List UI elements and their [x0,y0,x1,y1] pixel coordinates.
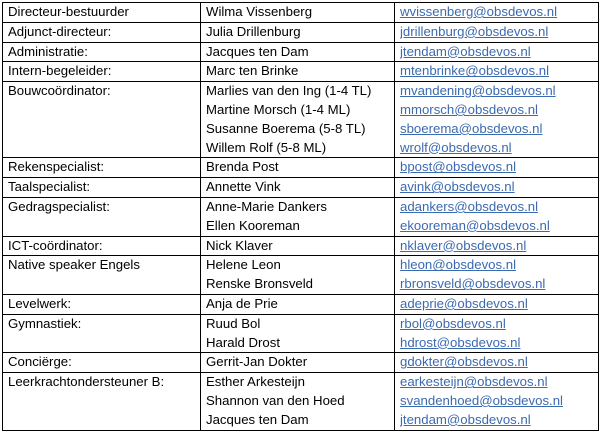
email-link[interactable]: mtenbrinke@obsdevos.nl [400,63,550,79]
email-link[interactable]: bpost@obsdevos.nl [400,159,517,175]
person-name: Anne-Marie Dankers [206,198,327,214]
name-cell [201,314,395,353]
email-line [400,217,598,236]
email-cell [395,42,599,62]
email-line [400,256,598,275]
role-label: Rekenspecialist: [8,159,105,175]
email-line [400,295,598,314]
person-name: Julia Drillenburg [206,23,301,39]
email-line [400,392,598,411]
table-row [3,82,599,158]
person-name: Helene Leon [206,257,281,273]
person-name: Martine Morsch (1-4 ML) [206,101,351,117]
email-link[interactable]: wrolf@obsdevos.nl [400,139,512,155]
email-cell [395,236,599,256]
email-cell [395,256,599,295]
person-name: Harald Drost [206,334,281,350]
email-link[interactable]: gdokter@obsdevos.nl [400,354,528,370]
email-link[interactable]: jtendam@obsdevos.nl [400,43,531,59]
person-name: Nick Klaver [206,237,273,253]
email-line [400,373,598,392]
person-name: Renske Bronsveld [206,276,314,292]
email-link[interactable]: mmorsch@obsdevos.nl [400,101,538,117]
role-label: Adjunct-directeur: [8,23,112,39]
role-cell [3,353,201,373]
name-cell [201,353,395,373]
role-label: Intern-begeleider: [8,63,112,79]
email-line [400,411,598,430]
email-line [400,62,598,81]
role-cell [3,373,201,430]
name-cell [201,42,395,62]
role-label: Directeur-bestuurder [8,4,129,19]
table-row [3,373,599,430]
email-cell [395,353,599,373]
role-label: Taalspecialist: [8,179,91,195]
email-link[interactable]: adankers@obsdevos.nl [400,198,539,214]
table-row [3,62,599,82]
email-link[interactable]: jtendam@obsdevos.nl [400,411,531,427]
email-line [400,82,598,101]
role-label: Native speaker Engels [8,257,140,273]
email-link[interactable]: hleon@obsdevos.nl [400,257,517,273]
email-link[interactable]: rbronsveld@obsdevos.nl [400,276,546,292]
name-cell [201,178,395,198]
email-line [400,198,598,217]
role-cell [3,314,201,353]
table-row [3,42,599,62]
email-cell [395,373,599,430]
person-name: Jacques ten Dam [206,43,309,59]
role-cell [3,3,201,23]
email-line [400,158,598,177]
email-line [400,43,598,62]
role-cell [3,82,201,158]
person-name: Esther Arkesteijn [206,374,305,390]
table-row [3,353,599,373]
role-cell [3,178,201,198]
email-cell [395,3,599,23]
name-cell [201,256,395,295]
role-label: Gymnastiek: [8,315,82,331]
role-label: ICT-coördinator: [8,237,103,253]
email-link[interactable]: wvissenberg@obsdevos.nl [400,4,558,19]
email-link[interactable]: earkesteijn@obsdevos.nl [400,374,548,390]
name-cell [201,197,395,236]
table-row [3,197,599,236]
name-cell [201,82,395,158]
role-cell [3,197,201,236]
role-cell [3,256,201,295]
email-link[interactable]: svandenhoed@obsdevos.nl [400,392,563,408]
person-name: Ruud Bol [206,315,261,331]
table-row [3,256,599,295]
staff-table-body [3,3,599,431]
email-line [400,120,598,139]
role-cell [3,236,201,256]
table-row [3,22,599,42]
role-label: Administratie: [8,43,88,59]
person-name: Marc ten Brinke [206,63,299,79]
role-label: Conciërge: [8,354,72,370]
email-line [400,237,598,256]
person-name: Susanne Boerema (5-8 TL) [206,120,366,136]
email-cell [395,82,599,158]
email-line [400,334,598,353]
email-cell [395,178,599,198]
name-cell [201,158,395,178]
email-line [400,178,598,197]
email-line [400,3,598,22]
email-link[interactable]: hdrost@obsdevos.nl [400,334,521,350]
name-cell [201,294,395,314]
role-label: Bouwcoördinator: [8,83,111,99]
table-row [3,294,599,314]
person-name: Jacques ten Dam [206,411,309,427]
person-name: Brenda Post [206,159,279,175]
email-line [400,23,598,42]
role-label: Leerkrachtondersteuner B: [8,374,165,390]
email-link[interactable]: mvandening@obsdevos.nl [400,83,556,99]
staff-contact-table [2,2,599,431]
person-name: Wilma Vissenberg [206,4,313,19]
email-link[interactable]: rbol@obsdevos.nl [400,315,506,331]
name-cell [201,22,395,42]
email-link[interactable]: avink@obsdevos.nl [400,179,515,195]
person-name: Shannon van den Hoed [206,392,345,408]
role-cell [3,158,201,178]
email-cell [395,158,599,178]
email-line [400,275,598,294]
role-cell [3,42,201,62]
name-cell [201,236,395,256]
table-row [3,3,599,23]
table-row [3,314,599,353]
role-cell [3,22,201,42]
email-link[interactable]: sboerema@obsdevos.nl [400,120,543,136]
email-line [400,139,598,158]
person-name: Anja de Prie [206,295,278,311]
email-cell [395,314,599,353]
email-cell [395,294,599,314]
person-name: Marlies van den Ing (1-4 TL) [206,83,372,99]
role-label: Gedragspecialist: [8,198,110,214]
table-row [3,178,599,198]
email-link[interactable]: adeprie@obsdevos.nl [400,295,528,311]
email-link[interactable]: jdrillenburg@obsdevos.nl [400,23,549,39]
name-cell [201,62,395,82]
email-line [400,101,598,120]
role-cell [3,62,201,82]
email-line [400,315,598,334]
email-cell [395,62,599,82]
name-cell [201,3,395,23]
table-row [3,158,599,178]
person-name: Annette Vink [206,179,281,195]
email-cell [395,22,599,42]
role-label: Levelwerk: [8,295,72,311]
person-name: Ellen Kooreman [206,217,300,233]
email-link[interactable]: nklaver@obsdevos.nl [400,237,527,253]
person-name: Willem Rolf (5-8 ML) [206,139,327,155]
role-cell [3,294,201,314]
table-row [3,236,599,256]
email-cell [395,197,599,236]
email-line [400,353,598,372]
person-name: Gerrit-Jan Dokter [206,354,308,370]
email-link[interactable]: ekooreman@obsdevos.nl [400,217,550,233]
name-cell [201,373,395,430]
